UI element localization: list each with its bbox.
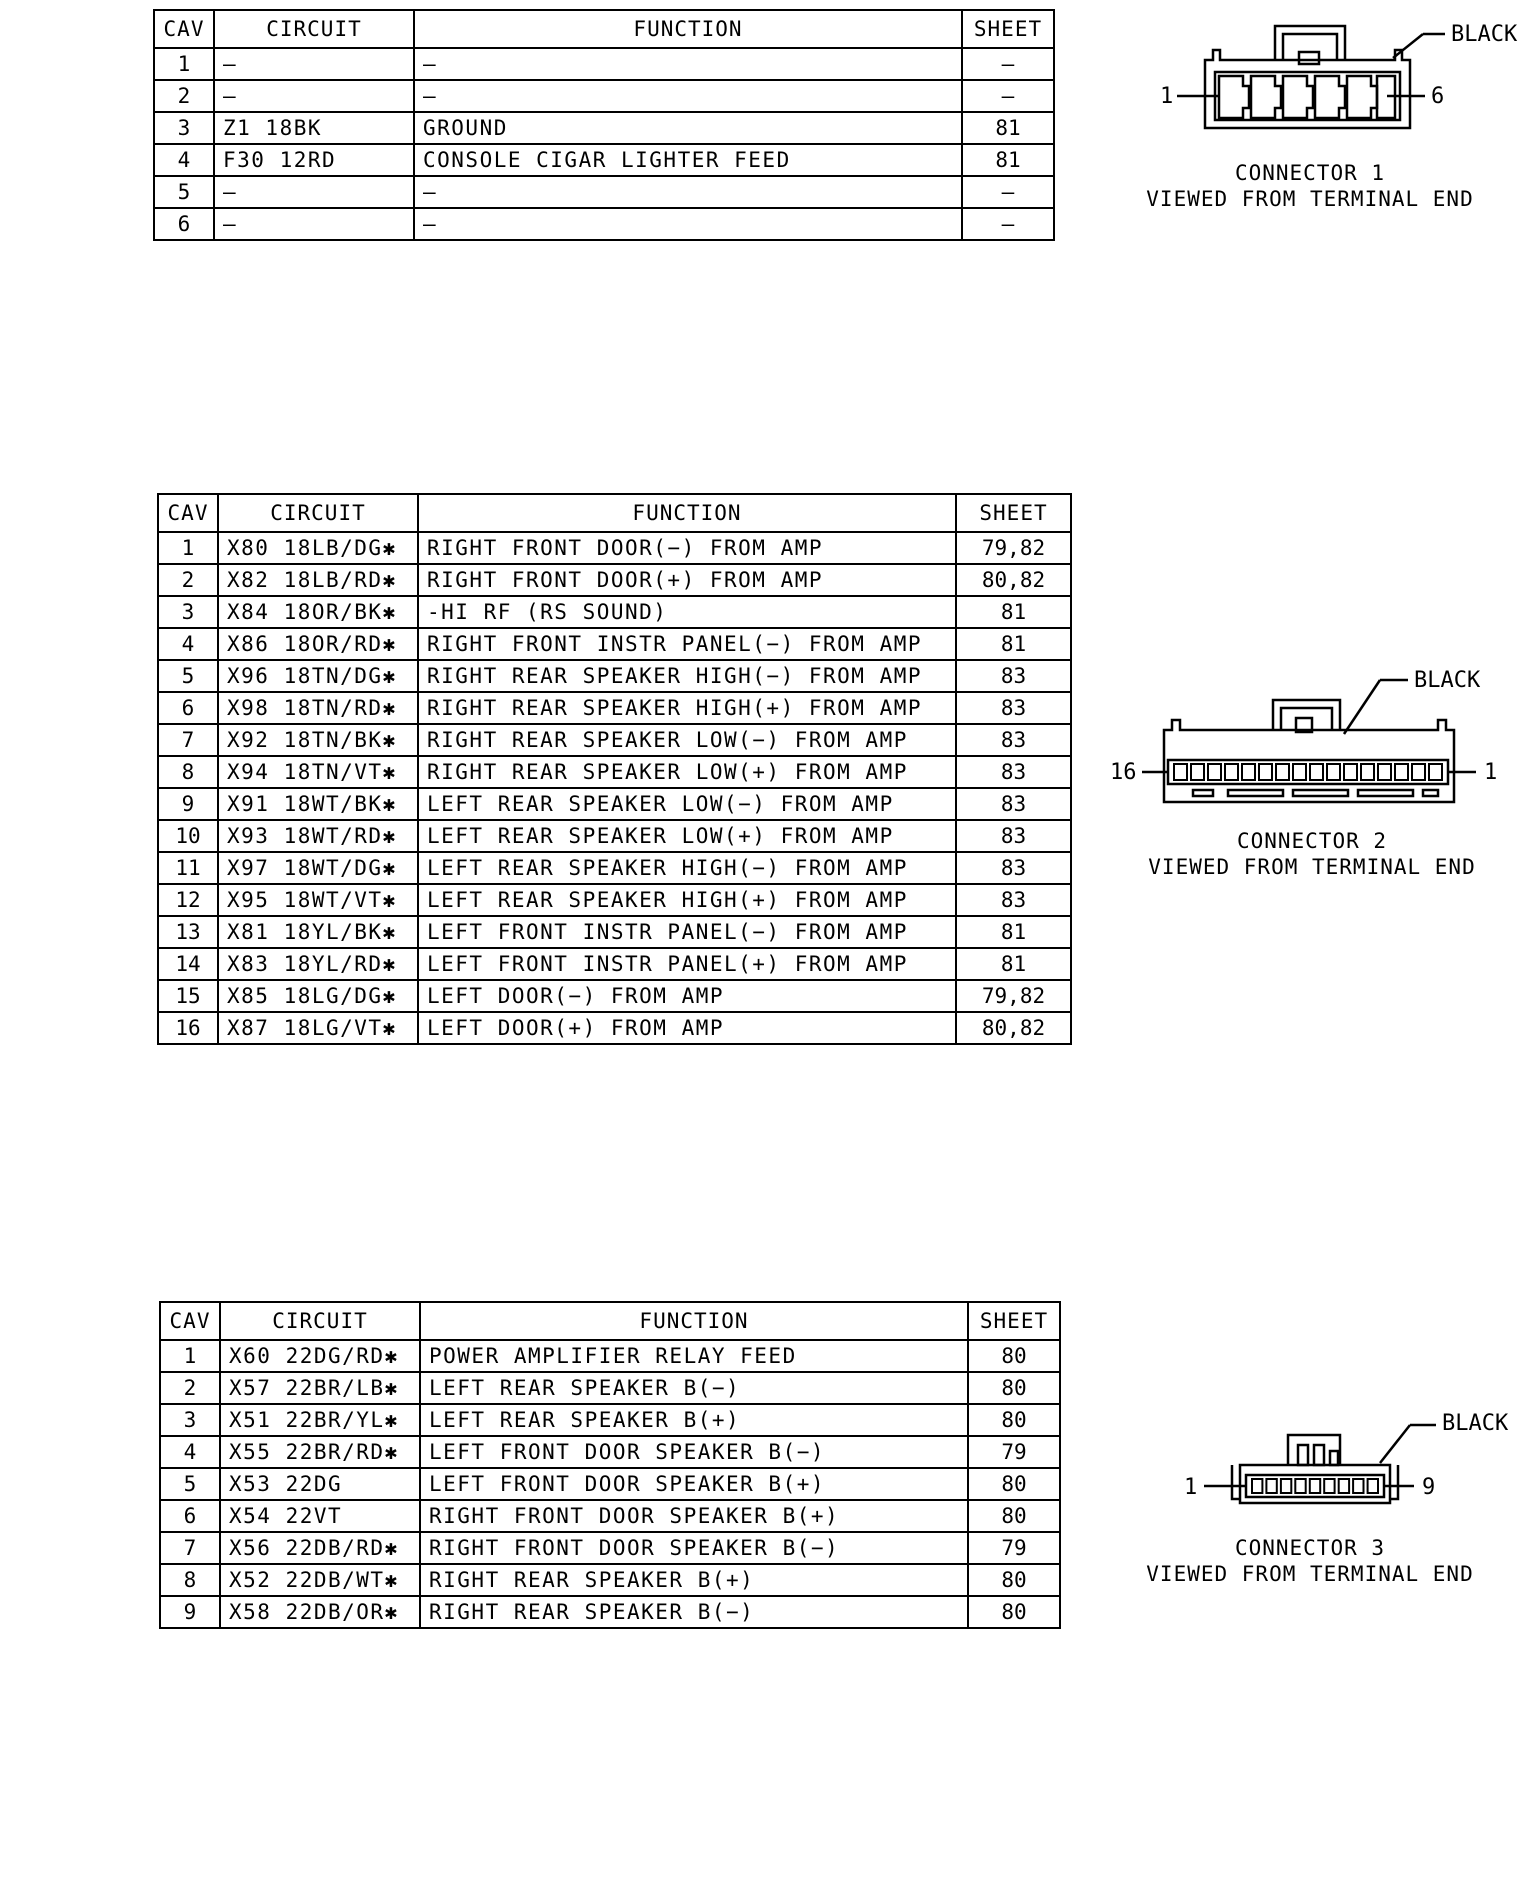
cavity-slot [1191,764,1204,780]
circuit-cell: X95 18WT/VT✱ [218,884,418,916]
cavity-slot [1339,1479,1349,1493]
cav-cell: 5 [158,660,218,692]
circuit-cell: X55 22BR/RD✱ [220,1436,420,1468]
header-cav: CAV [160,1302,220,1340]
function-cell: RIGHT FRONT DOOR(+) FROM AMP [418,564,956,596]
circuit-cell: X56 22DB/RD✱ [220,1532,420,1564]
circuit-cell: X52 22DB/WT✱ [220,1564,420,1596]
circuit-cell: X60 22DG/RD✱ [220,1340,420,1372]
sheet-cell: 79,82 [956,532,1071,564]
sheet-cell: 83 [956,788,1071,820]
table-row [160,1340,1060,1372]
header-sheet: SHEET [968,1302,1060,1340]
circuit-cell: X94 18TN/VT✱ [218,756,418,788]
connector-1-caption-title: CONNECTOR 1 [1234,161,1386,185]
cav-cell: 8 [158,756,218,788]
circuit-cell: X97 18WT/DG✱ [218,852,418,884]
cavity-slot [1429,764,1442,780]
sheet-cell: — [962,208,1054,240]
circuit-cell: X82 18LB/RD✱ [218,564,418,596]
cavity-slot [1208,764,1221,780]
header-circuit: CIRCUIT [214,10,414,48]
cav-cell: 3 [158,596,218,628]
cavity-slot [1344,764,1357,780]
table-row [158,980,1071,1012]
cav-cell: 2 [158,564,218,596]
table-row [158,852,1071,884]
sheet-cell: 83 [956,852,1071,884]
function-cell: POWER AMPLIFIER RELAY FEED [420,1340,968,1372]
cavity-slot [1412,764,1425,780]
cavity-slot [1293,764,1306,780]
header-function: FUNCTION [418,494,956,532]
cav-cell: 2 [160,1372,220,1404]
connector-2-caption-title: CONNECTOR 2 [1236,829,1388,853]
table-row [158,1012,1071,1044]
sheet-cell: 80,82 [956,1012,1071,1044]
function-cell: LEFT REAR SPEAKER LOW(−) FROM AMP [418,788,956,820]
function-cell: — [414,48,962,80]
table-row [158,724,1071,756]
cavity-slot [1361,764,1374,780]
connector-1-color-label: BLACK [1451,22,1518,47]
cavity-slot [1310,1479,1320,1493]
circuit-cell: X57 22BR/LB✱ [220,1372,420,1404]
sheet-cell: 80 [968,1500,1060,1532]
function-cell: RIGHT REAR SPEAKER LOW(+) FROM AMP [418,756,956,788]
cavity-slot [1378,764,1391,780]
connector-3-caption [1130,1535,1490,1587]
table-row [158,628,1071,660]
table-row [158,692,1071,724]
sheet-cell: 79 [968,1532,1060,1564]
function-cell: — [414,80,962,112]
cav-cell: 4 [158,628,218,660]
cav-cell: 6 [154,208,214,240]
connector-1-caption [1130,160,1490,212]
circuit-cell: — [214,80,414,112]
table-row [160,1372,1060,1404]
circuit-cell: F30 12RD [214,144,414,176]
circuit-cell: X51 22BR/YL✱ [220,1404,420,1436]
sheet-cell: 81 [956,596,1071,628]
cavity-slot [1242,764,1255,780]
table-row [160,1564,1060,1596]
function-cell: RIGHT REAR SPEAKER HIGH(−) FROM AMP [418,660,956,692]
cav-cell: 1 [160,1340,220,1372]
function-cell: LEFT DOOR(+) FROM AMP [418,1012,956,1044]
function-cell: LEFT FRONT INSTR PANEL(+) FROM AMP [418,948,956,980]
sheet-cell: 83 [956,724,1071,756]
header-cav: CAV [154,10,214,48]
header-sheet: SHEET [956,494,1071,532]
circuit-cell: X86 18OR/RD✱ [218,628,418,660]
circuit-cell: X87 18LG/VT✱ [218,1012,418,1044]
function-cell: LEFT REAR SPEAKER HIGH(+) FROM AMP [418,884,956,916]
circuit-cell: X92 18TN/BK✱ [218,724,418,756]
table-row [154,176,1054,208]
circuit-cell: — [214,48,414,80]
table-row [158,916,1071,948]
cavity-slot [1252,1479,1262,1493]
connector-2-caption [1132,828,1492,880]
sheet-cell: 81 [956,628,1071,660]
cavity-slot [1281,1479,1291,1493]
connector-2-right-pin-label: 1 [1484,760,1498,785]
table-row [160,1500,1060,1532]
header-circuit: CIRCUIT [218,494,418,532]
function-cell: RIGHT FRONT DOOR(−) FROM AMP [418,532,956,564]
cavity-slot [1324,1479,1334,1493]
cav-cell: 6 [158,692,218,724]
circuit-cell: X53 22DG [220,1468,420,1500]
table-row [160,1532,1060,1564]
table-row [160,1468,1060,1500]
header-function: FUNCTION [420,1302,968,1340]
connector-2-caption-view: VIEWED FROM TERMINAL END [1148,855,1476,879]
connector-2-diagram [1108,660,1528,810]
sheet-cell: 80 [968,1468,1060,1500]
connector-3-diagram [1180,1395,1520,1515]
sheet-cell: 81 [956,916,1071,948]
cav-cell: 6 [160,1500,220,1532]
connector-1-pin-table [153,9,1055,241]
sheet-cell: 83 [956,660,1071,692]
table-row [160,1596,1060,1628]
table-row [158,820,1071,852]
sheet-cell: 83 [956,756,1071,788]
connector-2-color-label: BLACK [1414,668,1481,693]
table-row [158,596,1071,628]
connector-1-caption-view: VIEWED FROM TERMINAL END [1146,187,1474,211]
sheet-cell: 81 [956,948,1071,980]
connector-2-pin-table [157,493,1072,1045]
sheet-cell: 81 [962,144,1054,176]
sheet-cell: — [962,80,1054,112]
connector-1-diagram [1155,20,1518,140]
function-cell: RIGHT FRONT INSTR PANEL(−) FROM AMP [418,628,956,660]
cav-cell: 12 [158,884,218,916]
connector-3-caption-title: CONNECTOR 3 [1234,1536,1386,1560]
cavity-slot [1353,1479,1363,1493]
cav-cell: 2 [154,80,214,112]
circuit-cell: X85 18LG/DG✱ [218,980,418,1012]
table-row [158,532,1071,564]
function-cell: CONSOLE CIGAR LIGHTER FEED [414,144,962,176]
connector-3-color-label: BLACK [1442,1411,1509,1436]
circuit-cell: X80 18LB/DG✱ [218,532,418,564]
table-row [158,884,1071,916]
table-row [154,80,1054,112]
sheet-cell: — [962,176,1054,208]
function-cell: RIGHT REAR SPEAKER HIGH(+) FROM AMP [418,692,956,724]
table-row [158,788,1071,820]
cavity-slot [1266,1479,1276,1493]
table-row [158,756,1071,788]
function-cell: RIGHT REAR SPEAKER B(+) [420,1564,968,1596]
cavity-slot [1310,764,1323,780]
cavity-slot [1276,764,1289,780]
circuit-cell: X54 22VT [220,1500,420,1532]
cav-cell: 14 [158,948,218,980]
circuit-cell: X93 18WT/RD✱ [218,820,418,852]
cav-cell: 8 [160,1564,220,1596]
connector-1-left-pin-label: 1 [1160,84,1174,109]
cav-cell: 3 [160,1404,220,1436]
table-row [158,660,1071,692]
header-sheet: SHEET [962,10,1054,48]
sheet-cell: 80 [968,1564,1060,1596]
cavity-slot [1295,1479,1305,1493]
header-cav: CAV [158,494,218,532]
circuit-cell: X98 18TN/RD✱ [218,692,418,724]
function-cell: -HI RF (RS SOUND) [418,596,956,628]
function-cell: LEFT FRONT DOOR SPEAKER B(+) [420,1468,968,1500]
cav-cell: 11 [158,852,218,884]
cavity-slot [1327,764,1340,780]
cavity-slot [1368,1479,1378,1493]
sheet-cell: 83 [956,692,1071,724]
sheet-cell: 80 [968,1372,1060,1404]
function-cell: LEFT FRONT DOOR SPEAKER B(−) [420,1436,968,1468]
function-cell: RIGHT REAR SPEAKER LOW(−) FROM AMP [418,724,956,756]
sheet-cell: 83 [956,884,1071,916]
sheet-cell: 79 [968,1436,1060,1468]
connector-3-right-pin-label: 9 [1422,1475,1436,1500]
cav-cell: 4 [160,1436,220,1468]
circuit-cell: X84 18OR/BK✱ [218,596,418,628]
function-cell: — [414,208,962,240]
connector-2-left-pin-label: 16 [1110,760,1137,785]
circuit-cell: Z1 18BK [214,112,414,144]
function-cell: LEFT REAR SPEAKER B(−) [420,1372,968,1404]
function-cell: LEFT REAR SPEAKER B(+) [420,1404,968,1436]
table-row [160,1404,1060,1436]
circuit-cell: — [214,176,414,208]
function-cell: LEFT FRONT INSTR PANEL(−) FROM AMP [418,916,956,948]
sheet-cell: 80,82 [956,564,1071,596]
sheet-cell: 80 [968,1340,1060,1372]
sheet-cell: 80 [968,1596,1060,1628]
circuit-cell: X96 18TN/DG✱ [218,660,418,692]
function-cell: LEFT REAR SPEAKER LOW(+) FROM AMP [418,820,956,852]
cavity-slot [1395,764,1408,780]
function-cell: LEFT DOOR(−) FROM AMP [418,980,956,1012]
circuit-cell: X83 18YL/RD✱ [218,948,418,980]
circuit-cell: X81 18YL/BK✱ [218,916,418,948]
circuit-cell: X58 22DB/OR✱ [220,1596,420,1628]
connector-3-pin-table [159,1301,1061,1629]
cav-cell: 7 [160,1532,220,1564]
function-cell: RIGHT FRONT DOOR SPEAKER B(−) [420,1532,968,1564]
table-row [154,208,1054,240]
connector-3-caption-view: VIEWED FROM TERMINAL END [1146,1562,1474,1586]
table-row [154,112,1054,144]
cav-cell: 10 [158,820,218,852]
cav-cell: 1 [158,532,218,564]
cav-cell: 3 [154,112,214,144]
cavity-slot [1225,764,1238,780]
cav-cell: 15 [158,980,218,1012]
connector-3-left-pin-label: 1 [1184,1475,1198,1500]
function-cell: — [414,176,962,208]
cav-cell: 5 [154,176,214,208]
table-row [158,948,1071,980]
table-row [154,48,1054,80]
function-cell: RIGHT FRONT DOOR SPEAKER B(+) [420,1500,968,1532]
function-cell: LEFT REAR SPEAKER HIGH(−) FROM AMP [418,852,956,884]
cav-cell: 7 [158,724,218,756]
cav-cell: 9 [160,1596,220,1628]
sheet-cell: 80 [968,1404,1060,1436]
sheet-cell: 79,82 [956,980,1071,1012]
cavity-slot [1174,764,1187,780]
sheet-cell: 81 [962,112,1054,144]
circuit-cell: — [214,208,414,240]
function-cell: RIGHT REAR SPEAKER B(−) [420,1596,968,1628]
function-cell: GROUND [414,112,962,144]
cav-cell: 4 [154,144,214,176]
cav-cell: 9 [158,788,218,820]
header-circuit: CIRCUIT [220,1302,420,1340]
cav-cell: 16 [158,1012,218,1044]
table-row [154,144,1054,176]
sheet-cell: 83 [956,820,1071,852]
sheet-cell: — [962,48,1054,80]
table-row [158,564,1071,596]
table-row [160,1436,1060,1468]
connector-1-right-pin-label: 6 [1431,84,1445,109]
cavity-slot [1259,764,1272,780]
circuit-cell: X91 18WT/BK✱ [218,788,418,820]
cav-cell: 13 [158,916,218,948]
cav-cell: 5 [160,1468,220,1500]
header-function: FUNCTION [414,10,962,48]
cav-cell: 1 [154,48,214,80]
